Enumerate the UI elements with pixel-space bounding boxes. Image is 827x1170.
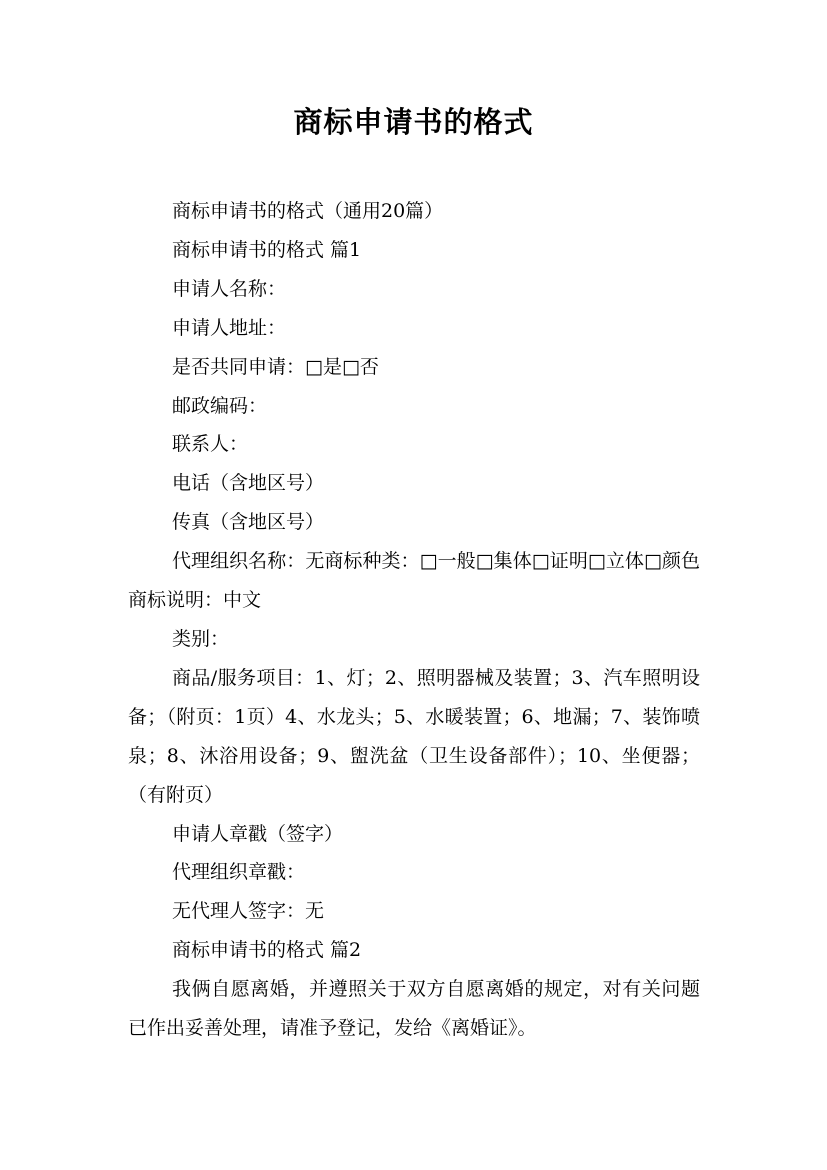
field-contact: 联系人：: [172, 433, 249, 456]
field-agency-seal: 代理组织章戳：: [172, 861, 306, 884]
field-fax: 传真（含地区号）: [172, 511, 325, 534]
field-goods-services: 商品/服务项目：1、灯；2、照明器械及装置；3、汽车照明设备；（附页：1页）4、水龙头；5、水暖装置；6、地漏；7、装饰喷泉；8、沐浴用设备；9、盥洗盆（卫生设备部件）；10、坐便器；（有附页）: [128, 666, 700, 806]
field-applicant-seal: 申请人章戳（签字）: [172, 822, 344, 845]
document-title: 商标申请书的格式: [293, 105, 534, 139]
field-joint-application: 是否共同申请：□是□否: [172, 355, 379, 378]
field-applicant-address: 申请人地址：: [172, 316, 287, 339]
section-heading-1: 商标申请书的格式 篇1: [172, 238, 362, 261]
field-phone: 电话（含地区号）: [172, 472, 325, 495]
paragraph-heading: 商标申请书的格式（通用20篇）: [172, 200, 444, 222]
field-agent-signature: 无代理人签字：无: [172, 900, 325, 923]
field-agency-and-type: 代理组织名称：无商标种类：□一般□集体□证明□立体□颜色商标说明：中文: [128, 550, 700, 612]
paragraph-body: 我俩自愿离婚，并遵照关于双方自愿离婚的规定，对有关问题已作出妥善处理，请准予登记，发给《离婚证》。: [128, 978, 700, 1040]
field-category: 类别：: [172, 627, 230, 650]
section-heading-2: 商标申请书的格式 篇2: [172, 939, 362, 962]
field-applicant-name: 申请人名称：: [172, 277, 287, 300]
document-body: [128, 192, 700, 1048]
field-postal-code: 邮政编码：: [172, 394, 268, 417]
